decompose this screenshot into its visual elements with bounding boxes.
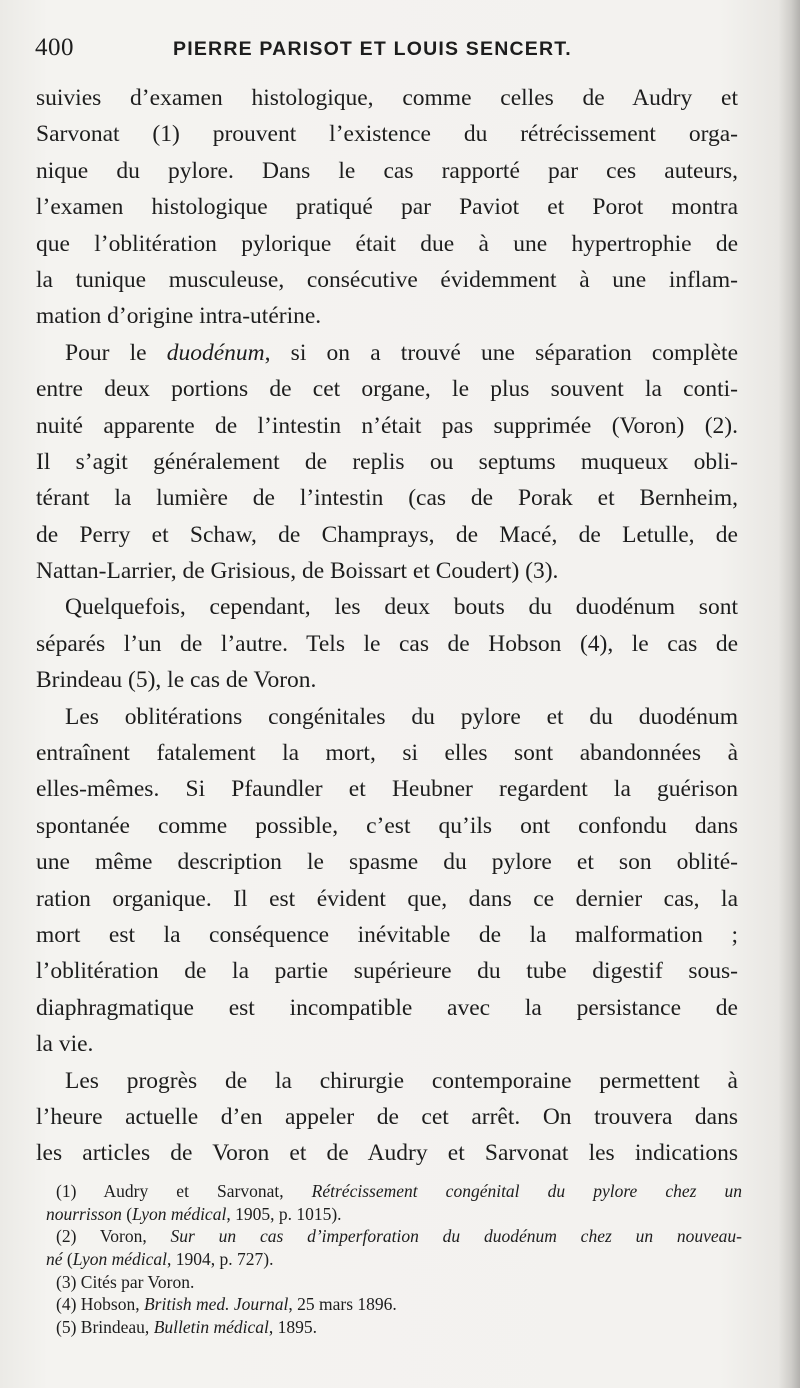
text-line: la vie. [36, 1031, 94, 1058]
text-line: Quelquefois, cependant, les deux bouts du duodénum sont [65, 594, 738, 621]
text-line: l’examen histologique pratiqué par Paviot et Porot montra [36, 194, 738, 221]
page-edge-shadow [778, 0, 800, 1388]
running-head: PIERRE PARISOT ET LOUIS SENCERT. [173, 38, 572, 60]
main-text [36, 80, 738, 1172]
footnote-text: , 25 mars 1896. [288, 1294, 397, 1315]
text-line: entre deux portions de cet organe, le plus souvent la conti- [36, 376, 738, 403]
text-line: nuité apparente de l’intestin n’était pas supprimée (Voron) (2). [36, 412, 738, 439]
footnote-text: (1) Audry et Sarvonat, [56, 1181, 312, 1201]
footnote-4 [46, 1293, 742, 1316]
footnote-journal: Lyon médical [132, 1203, 227, 1224]
footnote-1-line-1 [46, 1180, 742, 1203]
text-line: Brindeau (5), le cas de Voron. [36, 667, 317, 694]
paragraph-duodenum-first-line [36, 335, 738, 371]
text-line: Les oblitérations congénitales du pylore et du duodénum [65, 703, 738, 730]
text-line: Sarvonat (1) prouvent l’existence du rétrécissement orga- [36, 121, 738, 148]
text-line: mation d’origine intra-utérine. [36, 303, 322, 330]
text-line: que l’oblitération pylorique était due à une hypertrophie de [36, 230, 738, 257]
italic-term: duodénum [166, 339, 265, 366]
footnote-text: , 1905, p. 1015). [226, 1203, 342, 1224]
footnote-text: (4) Hobson, [56, 1294, 144, 1315]
text-line: entraînent fatalement la mort, si elles sont abandonnées à [36, 740, 738, 767]
text-fragment: , si on a trouvé une séparation complète [264, 339, 738, 366]
text-line: Les progrès de la chirurgie contemporaine permettent à [65, 1067, 738, 1094]
footnote-text: ( [121, 1203, 133, 1224]
footnote-text: ( [62, 1249, 73, 1270]
text-line: de Perry et Schaw, de Champrays, de Macé, de Letulle, de [36, 521, 738, 548]
text-line: la tunique musculeuse, consécutive évidemment à une inflam- [36, 266, 738, 293]
footnote-1-line-2 [46, 1203, 742, 1226]
text-line: térant la lumière de l’intestin (cas de Porak et Bernheim, [36, 485, 738, 512]
footnote-title: Sur un cas d’imperforation du duodénum chez un nouveau- [170, 1226, 742, 1247]
footnote-journal: Lyon médical [72, 1249, 167, 1270]
footnote-text: , 1895. [268, 1317, 317, 1338]
footnote-text: (5) Brindeau, [56, 1317, 154, 1338]
footnote-2-line-1 [46, 1225, 742, 1248]
text-line: spontanée comme possible, c’est qu’ils ont confondu dans [36, 812, 738, 839]
text-line: Il s’agit généralement de replis ou septums muqueux obli- [36, 448, 738, 475]
text-line: l’oblitération de la partie supérieure du tube digestif sous- [36, 958, 738, 985]
footnotes [46, 1180, 742, 1339]
text-line: diaphragmatique est incompatible avec la persistance de [36, 994, 738, 1021]
text-line: une même description le spasme du pylore et son oblité- [36, 849, 738, 876]
text-line: suivies d’examen histologique, comme celles de Audry et [36, 85, 738, 111]
text-line: l’heure actuelle d’en appeler de cet arrêt. On trouvera dans [36, 1103, 738, 1130]
footnote-3: (3) Cités par Voron. [56, 1271, 195, 1292]
page-header [35, 34, 755, 66]
footnote-2-line-2 [46, 1248, 742, 1271]
footnote-title: nourrisson [46, 1203, 122, 1224]
text-line: séparés l’un de l’autre. Tels le cas de Hobson (4), le cas de [36, 630, 738, 657]
text-line: ration organique. Il est évident que, dans ce dernier cas, la [36, 885, 738, 912]
text-line: elles-mêmes. Si Pfaundler et Heubner regardent la guérison [36, 776, 738, 803]
text-line: nique du pylore. Dans le cas rapporté par ces auteurs, [36, 157, 738, 184]
footnote-journal: Bulletin médical [153, 1317, 269, 1338]
footnote-title: né [46, 1249, 63, 1270]
footnote-title: Rétrécissement congénital du pylore chez un [311, 1181, 742, 1201]
footnote-journal: British med. Journal [143, 1294, 289, 1315]
footnote-text: , 1904, p. 727). [167, 1249, 274, 1270]
text-line: mort est la conséquence inévitable de la malformation ; [36, 921, 738, 948]
text-fragment: Pour le [65, 339, 167, 366]
footnote-5 [46, 1316, 742, 1339]
footnote-text: (2) Voron, [56, 1226, 171, 1247]
text-line: Nattan-Larrier, de Grisious, de Boissart et Coudert) (3). [36, 558, 559, 585]
text-line: les articles de Voron et de Audry et Sarvonat les indications [36, 1140, 738, 1167]
page-number: 400 [35, 34, 74, 61]
